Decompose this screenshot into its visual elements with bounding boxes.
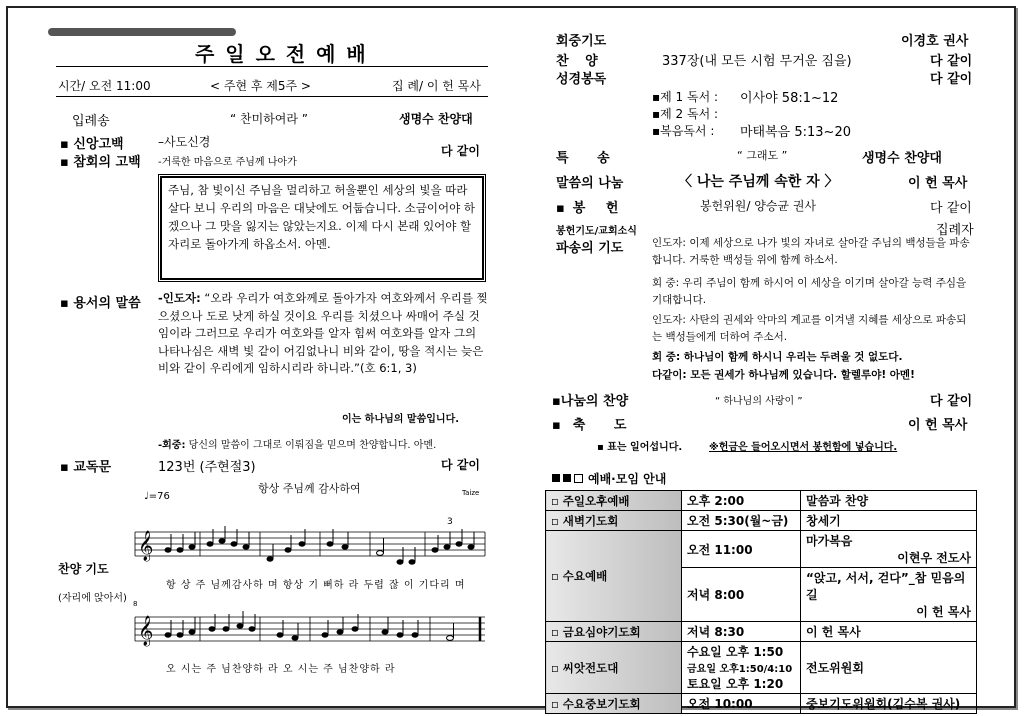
sending-who-1: 인도자: (652, 237, 686, 249)
entrance-song: “ 찬미하여라 ” (230, 112, 309, 126)
entrance-performer: 생명수 찬양대 (399, 112, 473, 126)
sermon-label: 말씀의 나눔 (556, 176, 624, 191)
word-of-god: 이는 하나님의 말씀입니다. (342, 414, 460, 425)
hymn-prayer-label: 찬양 기도 (58, 562, 109, 576)
notes-2 (165, 611, 454, 640)
sermon-preacher: 이 헌 목사 (908, 176, 968, 191)
entrance-label: 입례송 (72, 114, 110, 129)
schedule-time: 수요일 오후 1:50 (687, 645, 784, 659)
schedule-who: 말씀과 찬양 (801, 491, 977, 511)
table-row (546, 622, 977, 642)
title-divider (56, 66, 488, 67)
praise-label: 찬 양 (556, 54, 604, 69)
schedule-label: ▫ 씨앗전도대 (546, 642, 682, 694)
offering-prayer-who: 집례자 (936, 223, 974, 238)
schedule-time: 토요일 오후 1:20 (687, 677, 784, 691)
benediction-who: 이 헌 목사 (908, 418, 968, 433)
reading-number: 123번 (주현절3) (158, 460, 256, 475)
schedule-label: ▫ 수요중보기도회 (546, 694, 682, 714)
score-staff-1 (130, 520, 490, 580)
confession-prayer-box: 주님, 참 빛이신 주님을 멀리하고 허울뿐인 세상의 빛을 따라 살다 보니 우리의 마음은 대낮에도 어둡습니다. 소금이어야 하겠으나 그 맛을 잃지는 않았는지요. 이제 다시 본래 있어야 할 자리로 돌아가게 하옵소서. 아멘. (160, 176, 484, 280)
reading-3-value: 마태복음 5:13~20 (740, 125, 851, 140)
sermon-title: 〈 나는 주님께 속한 자 〉 (678, 174, 839, 190)
schedule-who-sub: 이현우 전도사 (897, 551, 971, 565)
forgiveness-text (158, 290, 488, 378)
schedule-time: 금요일 오후1:50/4:10 (687, 664, 793, 675)
schedule-who: “앉고, 서서, 걷다”_참 믿음의 길 (806, 571, 966, 602)
sending-text-4: 하나님이 함께 하시니 우리는 두려울 것 없도다. (683, 351, 903, 363)
schedule-who-cell (801, 568, 977, 622)
decorative-bar (48, 28, 236, 36)
schedule-who-sub: 이 헌 목사 (916, 605, 971, 619)
confession-label: ▪ 참회의 고백 (60, 155, 141, 170)
sending-who-4: 회 중: (652, 351, 681, 363)
treble-clef-icon: 𝄞 (138, 531, 154, 561)
schedule-who: 이 헌 목사 (801, 622, 977, 642)
schedule-who-cell (801, 531, 977, 568)
schedule-who: 중보기도위원회(김수복 권사) (801, 694, 977, 714)
creed-text: –사도신경 (158, 135, 211, 149)
square-icon (563, 474, 571, 482)
presider: 집 례/ 이 헌 목사 (392, 79, 481, 93)
sharing-who: 다 같이 (930, 394, 973, 409)
special-song: “ 그래도 ” (737, 149, 788, 162)
sending-line-5 (652, 367, 974, 384)
schedule-label: ▫ 수요예배 (546, 531, 682, 622)
sending-text-5: 모든 권세가 하나님께 있습니다. 할렐루야! 아멘! (690, 369, 915, 381)
service-title: 주 일 오 전 예 배 (195, 42, 368, 66)
reading-who: 다 같이 (441, 458, 480, 472)
prayer-label: 회중기도 (556, 34, 607, 49)
score-lyrics-2: 오 시는 주 님찬양하 라 오 시는 주 님찬양하 라 (166, 664, 396, 675)
sending-text-2: 우리 주님이 함께 하시어 이 세상을 이기며 살아갈 능력 주심을 기대합니다. (652, 277, 967, 306)
staff-lines-1 (135, 532, 485, 556)
schedule-time: 오후 2:00 (682, 491, 801, 511)
schedule-table (545, 490, 977, 714)
service-time: 시간/ 오전 11:00 (58, 79, 151, 93)
schedule-time: 오전 11:00 (682, 531, 801, 568)
schedule-time: 오전 5:30(월~금) (682, 511, 801, 531)
offering-committee: 봉헌위원/ 양승균 권사 (700, 199, 817, 213)
praise-who: 다 같이 (930, 54, 973, 69)
sending-who-3: 인도자: (652, 314, 686, 326)
staff-lines-2 (135, 617, 485, 641)
sending-who-5: 다같이: (652, 369, 687, 381)
table-row (546, 491, 977, 511)
square-outline-icon (574, 474, 583, 483)
forgiveness-verse: “오라 우리가 여호와께로 돌아가자 여호와께서 우리를 찢으셨으나 도로 낫게 하실 것이요 우리를 치셨으나 싸매어 주실 것임이라 그러므로 우리가 여호와를 알자 힘써 여호와를 알자 그의 나타나심은 새벽 빛 같이 어김없나니 비와 같이, 땅을 적시는 늦은 비와 같이 우리에게 임하시리라 하니라.”(호 6:1, 3) (158, 291, 488, 375)
confession-who: 다 같이 (441, 144, 480, 158)
score-title: 항상 주님께 감사하여 (258, 482, 361, 495)
square-icon (552, 474, 560, 482)
reading-2-label: ▪제 2 독서 : (652, 107, 719, 121)
offering-who: 다 같이 (930, 201, 972, 216)
schedule-time: 저녁 8:30 (682, 622, 801, 642)
score-lyrics-1: 항 상 주 님께감사하 며 항상 기 뻐하 라 두렵 잖 이 기다리 며 (166, 580, 466, 591)
score-triplet: 3 (447, 517, 453, 527)
sending-who-2: 회 중: (652, 277, 680, 289)
table-row (546, 511, 977, 531)
offering-prayer-label: 봉헌기도/교회소식 (556, 226, 637, 237)
congregation-response (158, 436, 436, 451)
congregation-prefix: -회중: (158, 440, 186, 451)
reading-1-label: ▪제 1 독서 : (652, 90, 719, 104)
creed-label: ▪ 신앙고백 (60, 137, 124, 152)
score-credit: Taize (462, 489, 480, 497)
benediction-label: ▪축 도 (552, 418, 639, 433)
sending-line-1 (652, 235, 974, 269)
schedule-label: ▫ 금요심야기도회 (546, 622, 682, 642)
praise-hymn: 337장(내 모든 시험 무거운 짐을) (662, 54, 852, 69)
schedule-who: 전도위원회 (801, 642, 977, 694)
schedule-who: 창세기 (801, 511, 977, 531)
special-who: 생명수 찬양대 (862, 151, 942, 166)
table-row (546, 531, 977, 568)
schedule-title: 예배·모임 안내 (588, 472, 667, 486)
scripture-label: 성경봉독 (556, 72, 607, 87)
forgiveness-label: ▪ 용서의 말씀 (60, 296, 141, 311)
sharing-song: “ 하나님의 사랑이 ” (715, 396, 803, 407)
sending-text-1: 이제 세상으로 나가 빛의 자녀로 살아갈 주님의 백성들을 파송합니다. 거룩한 백성들 위에 함께 하소서. (652, 237, 970, 266)
header-divider (56, 96, 488, 97)
liturgical-week: < 주현 후 제5주 > (210, 79, 311, 93)
reading-1-value: 이사야 58:1~12 (740, 91, 839, 106)
table-row (546, 642, 977, 694)
prayer-who: 이경호 권사 (901, 34, 969, 49)
hymn-prayer-note: (자리에 앉아서) (58, 593, 127, 604)
offering-label: ▪봉 헌 (556, 201, 627, 216)
schedule-label: ▫ 새벽기도회 (546, 511, 682, 531)
sending-line-4 (652, 349, 974, 366)
treble-clef-icon: 𝄞 (138, 616, 154, 646)
score-tempo: ♩=76 (144, 491, 170, 502)
sending-label: 파송의 기도 (556, 241, 624, 256)
forgiveness-leader: -인도자: (158, 291, 201, 305)
reading-label: ▪ 교독문 (60, 460, 112, 475)
score-measure-number: 8 (133, 600, 138, 608)
schedule-who: 마가복음 (806, 534, 853, 548)
schedule-time: 오전 10:00 (682, 694, 801, 714)
special-label: 특 송 (556, 151, 622, 166)
confession-intro: -거룩한 마음으로 주님께 나아가 (158, 157, 297, 168)
score-staff-2 (130, 605, 490, 663)
congregation-text: 당신의 말씀이 그대로 이뤄짐을 믿으며 찬양합니다. 아멘. (188, 440, 437, 451)
sending-line-2 (652, 275, 974, 309)
table-row (546, 694, 977, 714)
scripture-who: 다 같이 (930, 72, 973, 87)
note-offering: ※헌금은 들어오시면서 봉헌함에 넣습니다. (709, 442, 898, 453)
sending-text-3: 사탄의 권세와 악마의 계교를 이겨낼 지혜를 세상으로 파송되는 백성들에게 더하여 주소서. (652, 314, 967, 343)
sharing-label: ▪나눔의 찬양 (552, 394, 629, 409)
schedule-label: ▫ 주일오후예배 (546, 491, 682, 511)
reading-3-label: ▪복음독서 : (652, 124, 715, 138)
schedule-time: 저녁 8:00 (682, 568, 801, 622)
sending-line-3 (652, 312, 974, 346)
note-stand: ▪ 표는 일어섭니다. (597, 442, 683, 453)
schedule-time-cell (682, 642, 801, 694)
